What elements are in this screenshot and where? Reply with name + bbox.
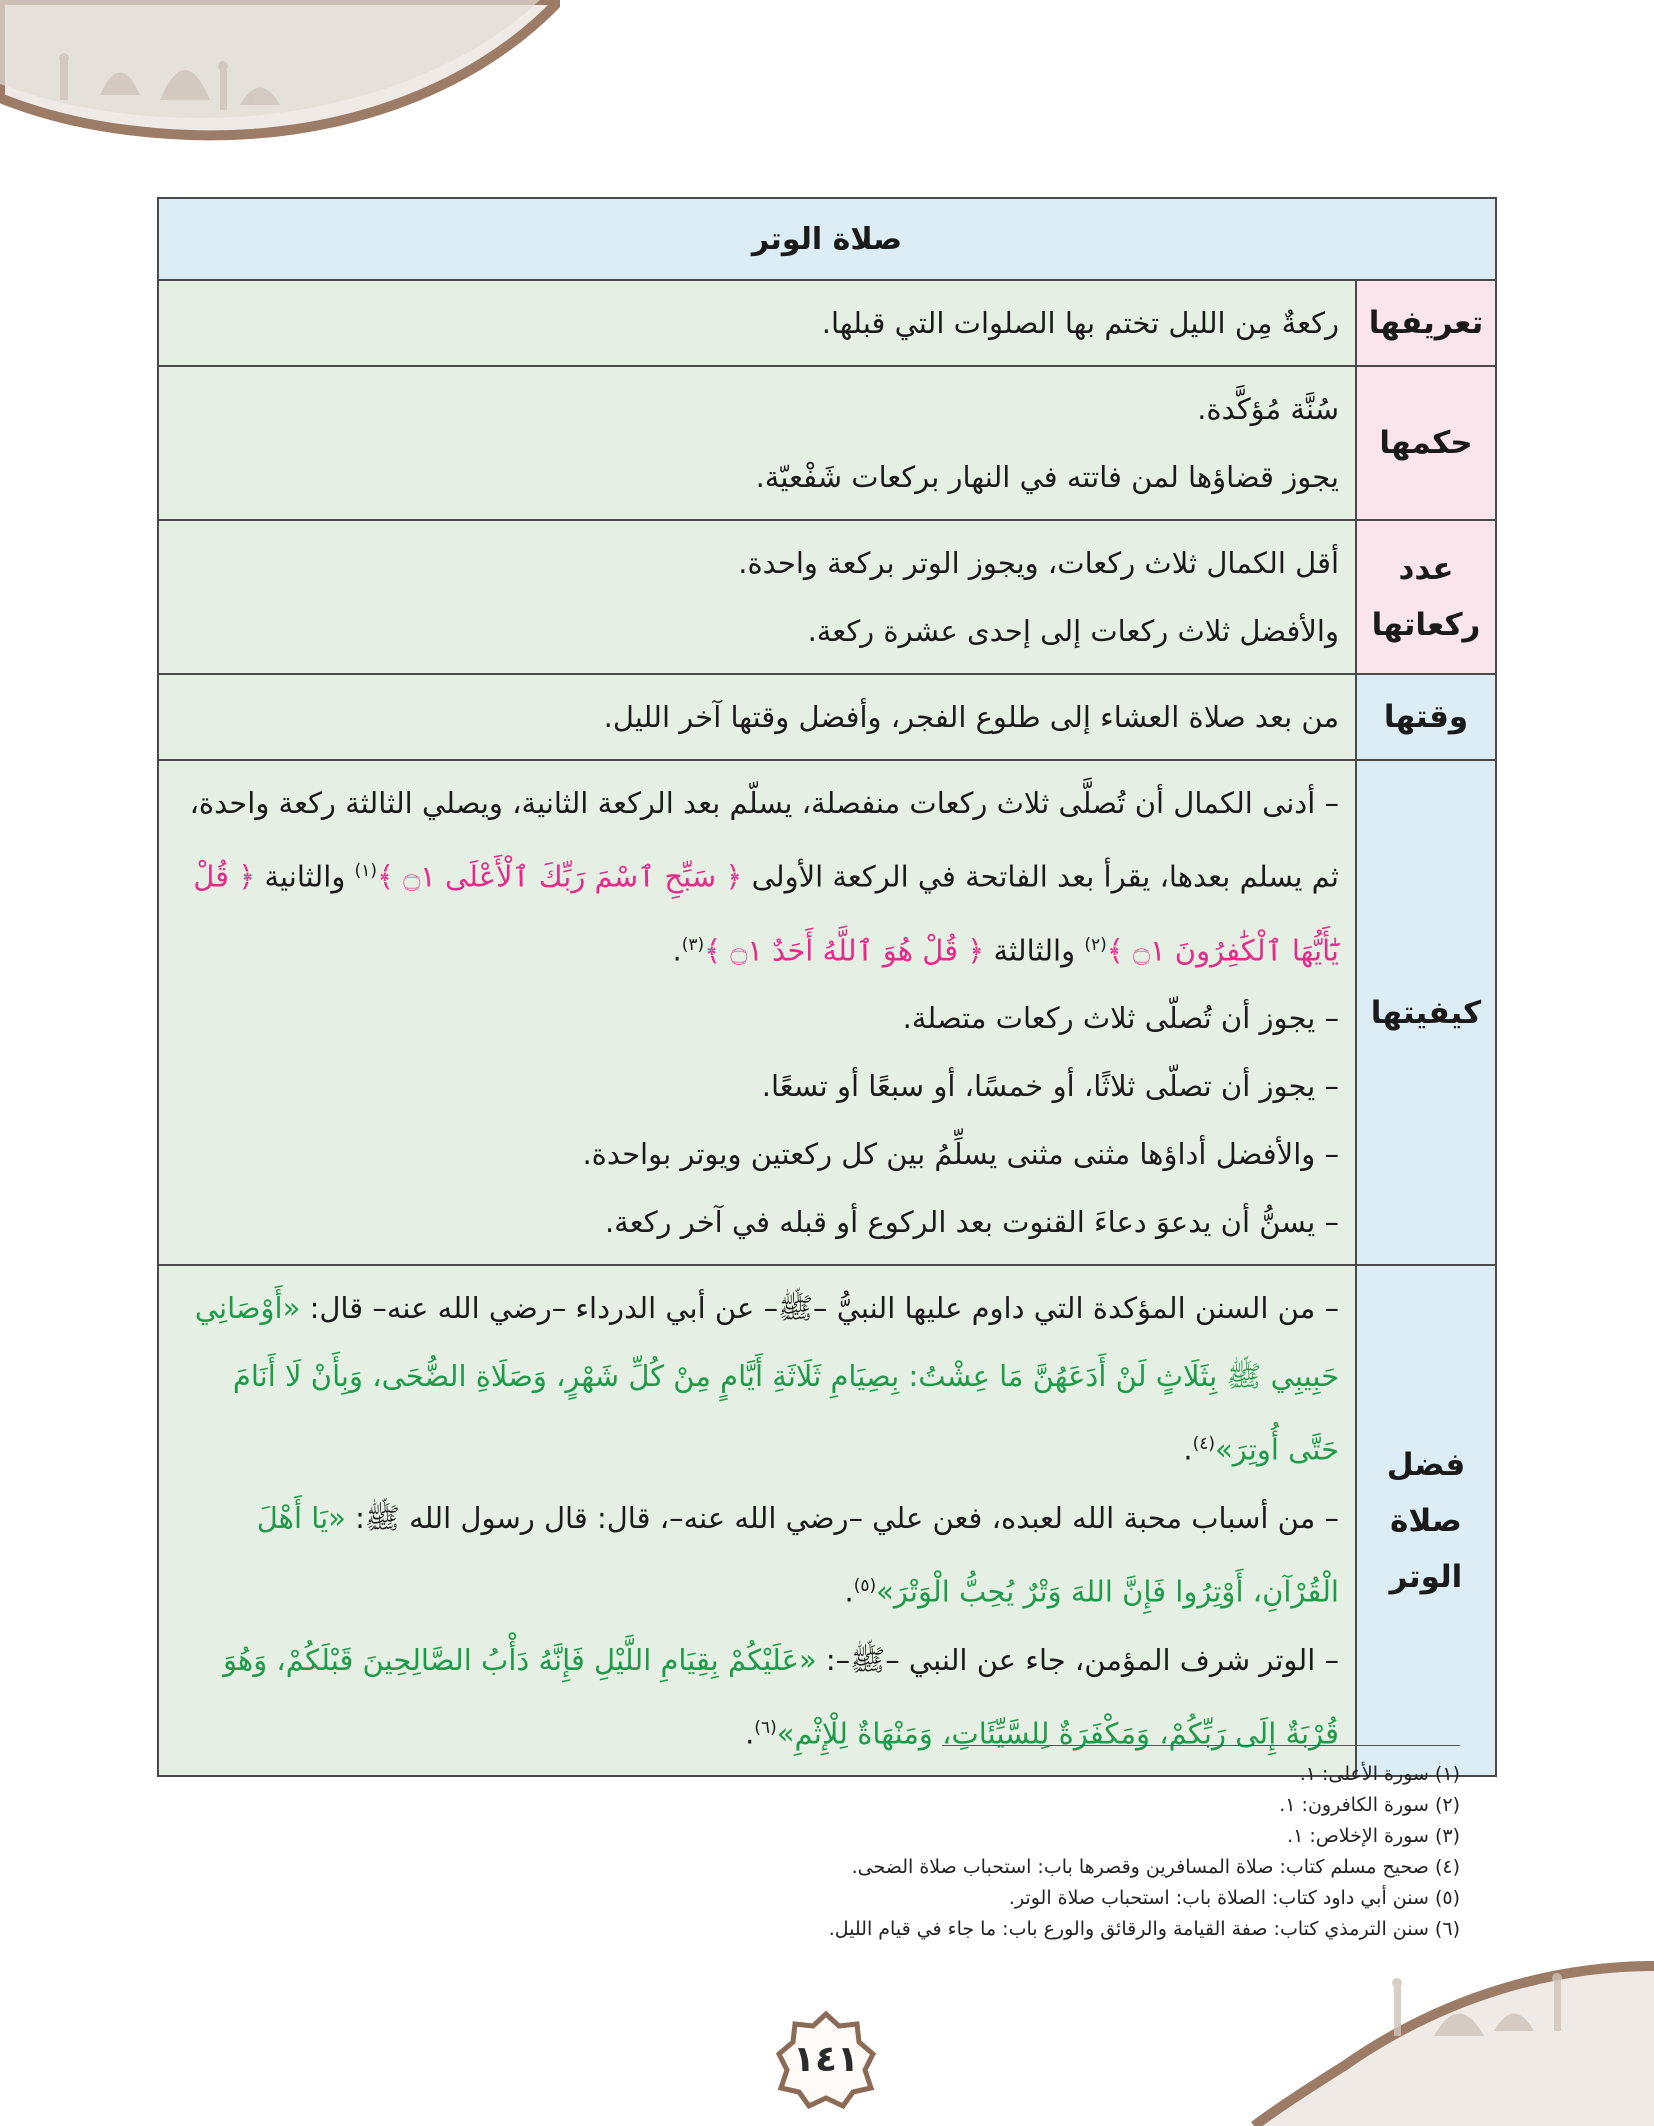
text-line: – يجوز أن تصلّى ثلاثًا، أو خمسًا، أو سبعًا أو تسعًا. — [761, 1069, 1339, 1104]
label-line: فضل — [1386, 1446, 1466, 1483]
text-line: أقل الكمال ثلاث ركعات، ويجوز الوتر بركعة واحدة. — [738, 546, 1339, 580]
text-line: – والأفضل أداؤها مثنى مثنى يسلِّمُ بين كل ركعتين ويوتر بواحدة. — [582, 1137, 1339, 1172]
hadith-quote: «يَا أَهْلَ الْقُرْآنِ، أَوْتِرُوا فَإِنَّ اللهَ وَتْرٌ يُحِبُّ الْوَتْرَ» — [256, 1500, 1339, 1609]
text-line: سُنَّة مُؤكَّدة. — [1197, 392, 1339, 426]
row-label-rakah-count — [1356, 520, 1496, 674]
row-label-definition: تعريفها — [1356, 280, 1496, 366]
decorative-corner-bottom — [1194, 1956, 1654, 2126]
row-label-virtue — [1356, 1265, 1496, 1776]
text-line: ركعةٌ مِن الليل تختم بها الصلوات التي قبلها. — [821, 306, 1339, 340]
label-line: ركعاتها — [1371, 607, 1481, 643]
row-content-ruling — [158, 366, 1356, 520]
hadith-paragraph: – من السنن المؤكدة التي داوم عليها النبيُّ –ﷺ– عن أبي الدرداء –رضي الله عنه– قال: «أَوْصَانِي حَبِيبِي ﷺ بِثَلَاثٍ لَنْ أَدَعَهُنَّ مَا عِشْتُ: بِصِيَامِ ثَلَاثَةِ أَيَّامٍ مِنْ كُلِّ شَهْرٍ، وَصَلَاةِ الضُّحَى، وَبِأَنْ لَا أَنَامَ حَتَّى أُوتِرَ»$^{(٤)}$. — [194, 1291, 1339, 1467]
text-line: والأفضل ثلاث ركعات إلى إحدى عشرة ركعة. — [807, 614, 1339, 648]
text-line: – يجوز أن تُصلّى ثلاث ركعات متصلة. — [902, 1001, 1339, 1036]
footnote-item: (٥) سنن أبي داود كتاب: الصلاة باب: استحباب صلاة الوتر. — [1008, 1887, 1460, 1909]
page-number: ١٤١ — [793, 2039, 859, 2080]
text-line: يجوز قضاؤها لمن فاتته في النهار بركعات شَفْعيّة. — [755, 460, 1339, 494]
label-line: صلاة — [1390, 1502, 1462, 1539]
footnote-ref: (٥) — [853, 1575, 877, 1596]
footnote-item: (٢) سورة الكافرون: ١. — [1279, 1794, 1460, 1816]
footnote-ref: (٤) — [1192, 1434, 1216, 1455]
hadith-paragraph: – الوتر شرف المؤمن، جاء عن النبي –ﷺ–: «عَلَيْكُمْ بِقِيَامِ اللَّيْلِ فَإِنَّهُ دَأْبُ الصَّالِحِينَ قَبْلَكُمْ، وَهُوَ قُرْبَةٌ إِلَى رَبِّكُمْ، وَمَكْفَرَةٌ لِلسَّيِّئَاتِ، وَمَنْهَاةٌ لِلْإِثْمِ»$^{(٦)}$. — [222, 1642, 1339, 1751]
quran-verse-ikhlas: ﴿ قُلْ هُوَ ٱللَّهُ أَحَدٌ ۝١ ﴾ — [704, 933, 985, 968]
footnote-item: (٦) سنن الترمذي كتاب: صفة القيامة والرقائق والورع باب: ما جاء في قيام الليل. — [828, 1918, 1460, 1940]
hadith-quote: «عَلَيْكُمْ بِقِيَامِ اللَّيْلِ فَإِنَّهُ دَأْبُ الصَّالِحِينَ قَبْلَكُمْ، وَهُوَ قُرْبَةٌ إِلَى رَبِّكُمْ، وَمَكْفَرَةٌ لِلسَّيِّئَاتِ، وَمَنْهَاةٌ لِلْإِثْمِ» — [222, 1642, 1339, 1751]
row-content-virtue — [158, 1265, 1356, 1776]
row-content-method — [158, 760, 1356, 1265]
row-content-definition — [158, 280, 1356, 366]
hadith-quote: «أَوْصَانِي حَبِيبِي ﷺ بِثَلَاثٍ لَنْ أَدَعَهُنَّ مَا عِشْتُ: بِصِيَامِ ثَلَاثَةِ أَيَّامٍ مِنْ كُلِّ شَهْرٍ، وَصَلَاةِ الضُّحَى، وَبِأَنْ لَا أَنَامَ حَتَّى أُوتِرَ» — [194, 1291, 1339, 1467]
footnote-ref: (٢) — [1084, 934, 1107, 955]
text-run: والثالثة — [993, 933, 1076, 968]
text-run: والثانية — [264, 859, 346, 894]
quran-verse-kafirun: ﴿ قُلْ يَٰٓأَيُّهَا ٱلْكَٰفِرُونَ ۝١ ﴾ — [193, 859, 1339, 968]
text-line: من بعد صلاة العشاء إلى طلوع الفجر، وأفضل وقتها آخر الليل. — [603, 700, 1339, 734]
footnote-ref: (٦) — [754, 1717, 777, 1738]
text-run: – من السنن المؤكدة التي داوم عليها النبيُّ –ﷺ– عن أبي الدرداء –رضي الله عنه– قال: — [309, 1291, 1339, 1326]
text-run: – الوتر شرف المؤمن، جاء عن النبي –ﷺ–: — [825, 1642, 1339, 1677]
row-label-method: كيفيتها — [1356, 760, 1496, 1265]
footnote-item: (٤) صحيح مسلم كتاب: صلاة المسافرين وقصرها باب: استحباب صلاة الضحى. — [851, 1856, 1460, 1878]
hadith-paragraph: – من أسباب محبة الله لعبده، فعن علي –رضي الله عنه–، قال: قال رسول الله ﷺ: «يَا أَهْلَ الْقُرْآنِ، أَوْتِرُوا فَإِنَّ اللهَ وَتْرٌ يُحِبُّ الْوَتْرَ»$^{(٥)}$. — [256, 1500, 1339, 1609]
label-line: عدد — [1398, 551, 1454, 587]
table-title: صلاة الوتر — [158, 198, 1496, 280]
row-content-rakah-count — [158, 520, 1356, 674]
footnote-item: (٣) سورة الإخلاص: ١. — [1287, 1825, 1460, 1847]
decorative-corner-top — [0, 0, 560, 150]
footnote-ref: (١) — [354, 861, 377, 881]
row-label-ruling: حكمها — [1356, 366, 1496, 520]
footnote-ref: (٣) — [681, 934, 705, 955]
row-content-time — [158, 674, 1356, 760]
text-line: – يسنُّ أن يدعوَ دعاءَ القنوت بعد الركوع أو قبله في آخر ركعة. — [604, 1205, 1339, 1240]
witr-prayer-table — [157, 197, 1497, 1777]
row-label-time: وقتها — [1356, 674, 1496, 760]
label-line: الوتر — [1389, 1558, 1463, 1595]
text-run: – من أسباب محبة الله لعبده، فعن علي –رضي الله عنه–، قال: قال رسول الله ﷺ: — [355, 1500, 1339, 1535]
footnote-item: (١) سورة الأعلى: ١. — [1299, 1763, 1460, 1785]
quran-verse-ala: ﴿ سَبِّحِ ٱسْمَ رَبِّكَ ٱلْأَعْلَى ۝١ ﴾ — [376, 859, 743, 894]
footnote-divider — [942, 1745, 1460, 1746]
text-run: – أدنى الكمال أن تُصلَّى ثلاث ركعات منفصلة، يسلّم بعد الركعة الثانية، ويصلي الثالثة ركعة واحدة، ثم يسلم بعدها، يقرأ بعد الفاتحة في الركعة الأولى — [189, 786, 1339, 894]
page-number-badge — [773, 2010, 879, 2110]
method-paragraph: – أدنى الكمال أن تُصلَّى ثلاث ركعات منفصلة، يسلّم بعد الركعة الثانية، ويصلي الثالثة ركعة واحدة، ثم يسلم بعدها، يقرأ بعد الفاتحة في الركعة الأولى ﴿ سَبِّحِ ٱسْمَ رَبِّكَ ٱلْأَعْلَى ۝١ ﴾$^{(١)}$ والثانية ﴿ قُلْ يَٰٓأَيُّهَا ٱلْكَٰفِرُونَ ۝١ ﴾$^{(٢)}$ والثالثة ﴿ قُلْ هُوَ ٱللَّهُ أَحَدٌ ۝١ ﴾$^{(٣)}$. — [189, 786, 1339, 968]
